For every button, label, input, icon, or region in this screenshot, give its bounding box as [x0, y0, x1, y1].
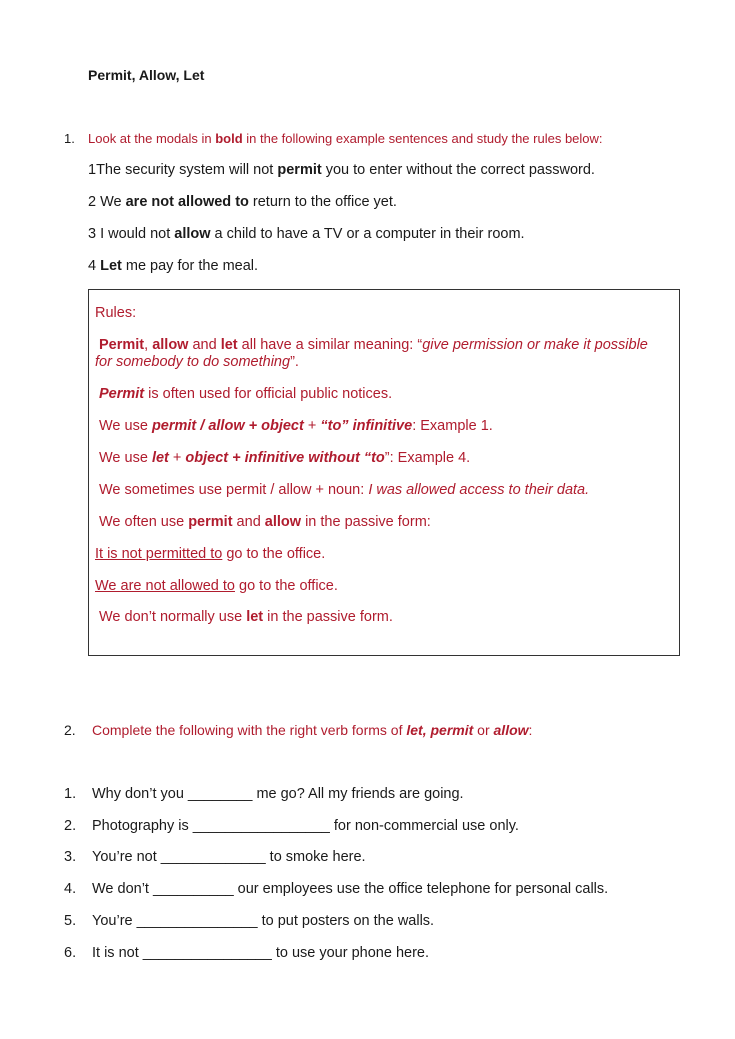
rule-3: We use permit / allow + object + “to” infinitive: Example 1. — [99, 418, 493, 434]
rule-7-example: It is not permitted to go to the office. — [95, 546, 326, 562]
example-sentence-4: 4 Let me pay for the meal. — [88, 258, 259, 274]
example-sentence-2: 2 We are not allowed to return to the office yet. — [88, 194, 397, 210]
page-title: Permit, Allow, Let — [88, 67, 205, 83]
rule-1-line-1: Permit, allow and let all have a similar meaning: “give permission or make it possible — [99, 337, 648, 353]
rule-6: We often use permit and allow in the passive form: — [99, 514, 431, 530]
exercise-item-4: We don’t __________ our employees use the office telephone for personal calls. — [92, 881, 609, 897]
exercise-item-1-number: 1. — [64, 786, 77, 802]
exercise-item-6: It is not ________________ to use your phone here. — [92, 945, 429, 961]
exercise-item-3: You’re not _____________ to smoke here. — [92, 849, 366, 865]
example-sentence-1: 1The security system will not permit you to enter without the correct password. — [88, 162, 595, 178]
exercise-item-2: Photography is _________________ for non-commercial use only. — [92, 818, 519, 834]
section-1-number: 1. — [64, 131, 75, 146]
exercise-item-3-number: 3. — [64, 849, 77, 865]
exercise-item-4-number: 4. — [64, 881, 77, 897]
rule-8-example: We are not allowed to go to the office. — [95, 578, 338, 594]
section-2-instruction: Complete the following with the right verb forms of let, permit or allow: — [92, 722, 533, 738]
example-sentence-3: 3 I would not allow a child to have a TV or a computer in their room. — [88, 226, 525, 242]
section-2-number: 2. — [64, 722, 76, 738]
exercise-item-5: You’re _______________ to put posters on the walls. — [92, 913, 435, 929]
section-1-instruction: Look at the modals in bold in the following example sentences and study the rules below: — [88, 131, 603, 146]
rule-5: We sometimes use permit / allow + noun: I was allowed access to their data. — [99, 482, 590, 498]
exercise-item-5-number: 5. — [64, 913, 77, 929]
rule-4: We use let + object + infinitive without “to”: Example 4. — [99, 450, 471, 466]
exercise-item-1: Why don’t you ________ me go? All my friends are going. — [92, 786, 464, 802]
exercise-item-2-number: 2. — [64, 818, 77, 834]
rule-9: We don’t normally use let in the passive form. — [99, 609, 393, 625]
rules-box — [88, 289, 680, 656]
exercise-item-6-number: 6. — [64, 945, 77, 961]
rule-1-line-2: for somebody to do something”. — [95, 354, 299, 370]
rule-2: Permit is often used for official public notices. — [99, 386, 393, 402]
rules-heading: Rules: — [95, 305, 137, 321]
